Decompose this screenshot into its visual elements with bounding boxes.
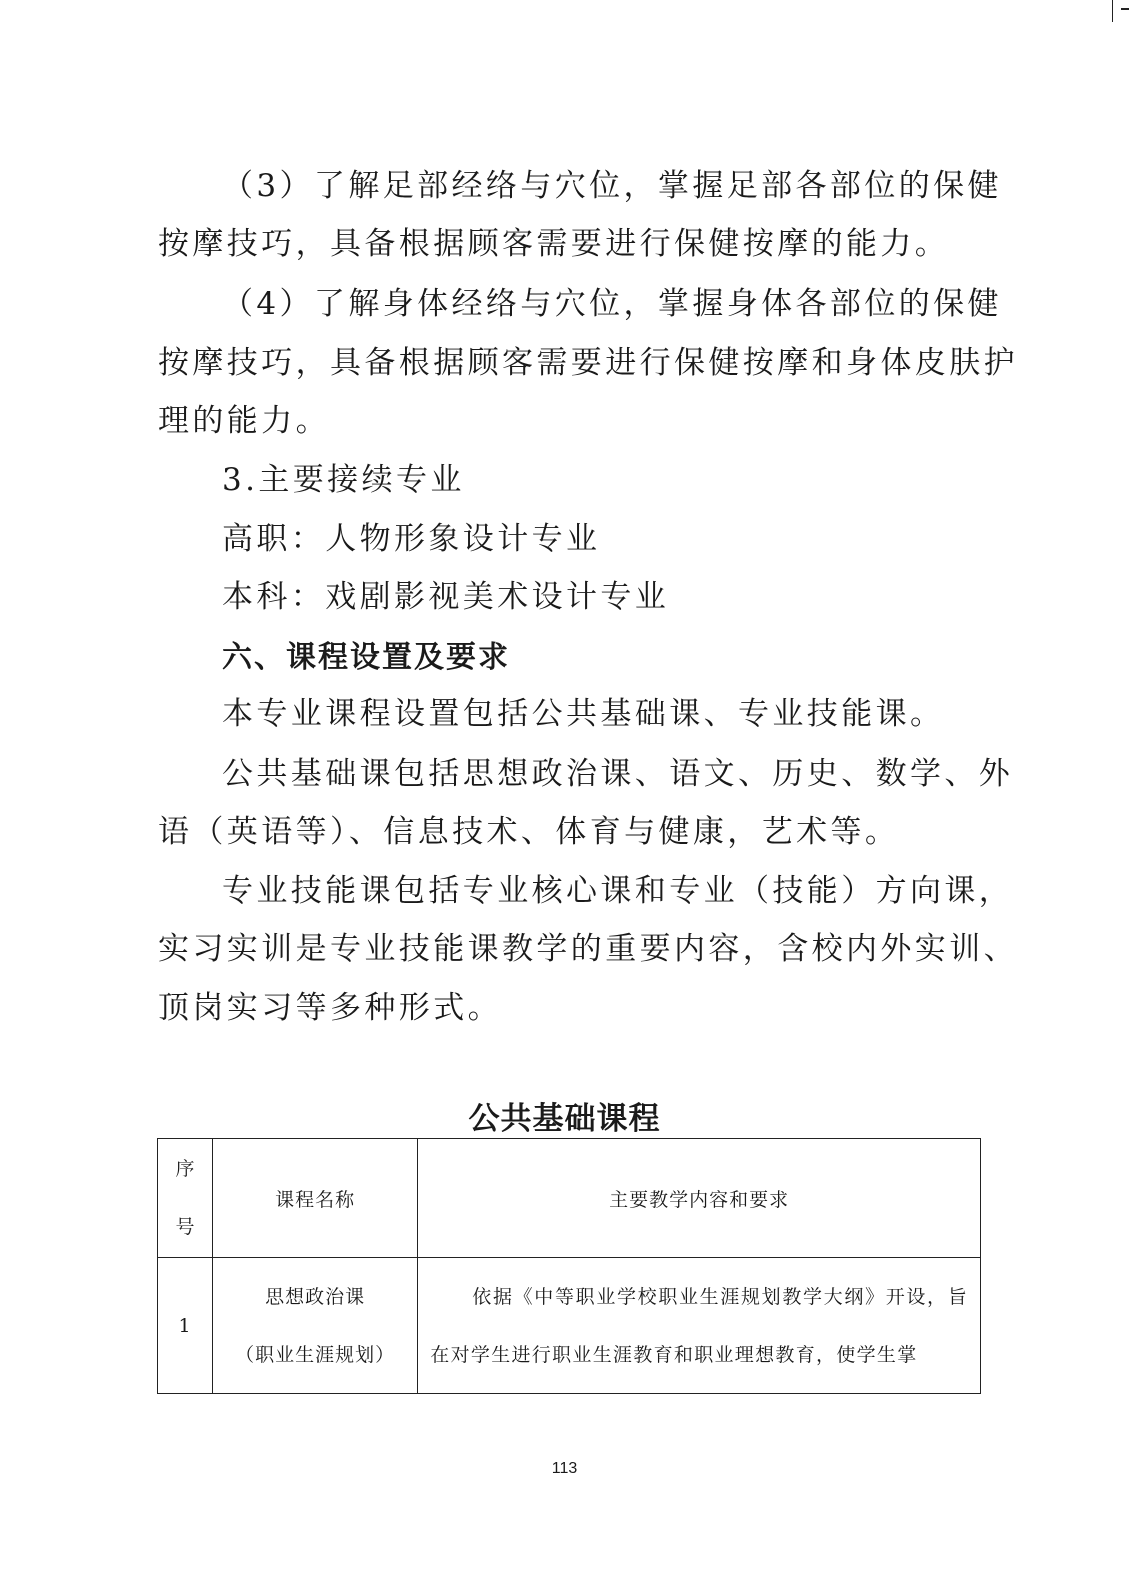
paragraph-4-line-2: 按摩技巧，具备根据顾客需要进行保健按摩和身体皮肤护 [158, 345, 1018, 381]
continuation-heading: 3.主要接续专业 [222, 462, 465, 498]
page-number: 113 [551, 1460, 578, 1477]
skills-courses-line-2: 实习实训是专业技能课教学的重要内容，含校内外实训、 [158, 931, 1018, 967]
section-heading: 六、课程设置及要求 [222, 640, 510, 675]
table-header-row [158, 1139, 981, 1258]
paragraph-3-line-1: （3）了解足部经络与穴位，掌握足部各部位的保健 [222, 168, 1002, 204]
row-name-line-2: （职业生涯规划） [235, 1343, 396, 1366]
section-intro: 本专业课程设置包括公共基础课、专业技能课。 [222, 696, 945, 732]
header-seq-bottom: 号 [175, 1216, 195, 1238]
course-table [157, 1138, 981, 1394]
row-content-cell: 依据《中等职业学校职业生涯规划教学大纲》开设，旨在对学生进行职业生涯教育和职业理想教育，使学生掌 [418, 1258, 981, 1394]
paragraph-3-line-2: 按摩技巧，具备根据顾客需要进行保健按摩的能力。 [158, 226, 950, 262]
header-name-cell: 课程名称 [213, 1139, 418, 1258]
paragraph-4-line-1: （4）了解身体经络与穴位，掌握身体各部位的保健 [222, 286, 1002, 322]
header-seq-cell [158, 1139, 213, 1258]
crop-mark-vertical [1112, 0, 1114, 22]
paragraph-4-line-3: 理的能力。 [158, 403, 330, 439]
row-seq-cell: 1 [158, 1258, 213, 1394]
crop-mark [1107, 0, 1129, 24]
table-title: 公共基础课程 [468, 1101, 661, 1137]
skills-courses-line-3: 顶岗实习等多种形式。 [158, 990, 502, 1026]
row-name-cell [213, 1258, 418, 1394]
higher-vocational-line: 高职：人物形象设计专业 [222, 521, 601, 557]
table-row [158, 1258, 981, 1394]
header-seq-top: 序 [175, 1158, 195, 1180]
row-name-line-1: 思想政治课 [265, 1285, 366, 1308]
skills-courses-line-1: 专业技能课包括专业核心课和专业（技能）方向课， [222, 873, 1014, 909]
public-courses-line-1: 公共基础课包括思想政治课、语文、历史、数学、外 [222, 756, 1014, 792]
undergraduate-line: 本科：戏剧影视美术设计专业 [222, 579, 670, 615]
header-content-cell: 主要教学内容和要求 [418, 1139, 981, 1258]
public-courses-line-2: 语（英语等）、信息技术、体育与健康，艺术等。 [158, 814, 900, 850]
crop-mark-horizontal [1121, 8, 1129, 10]
